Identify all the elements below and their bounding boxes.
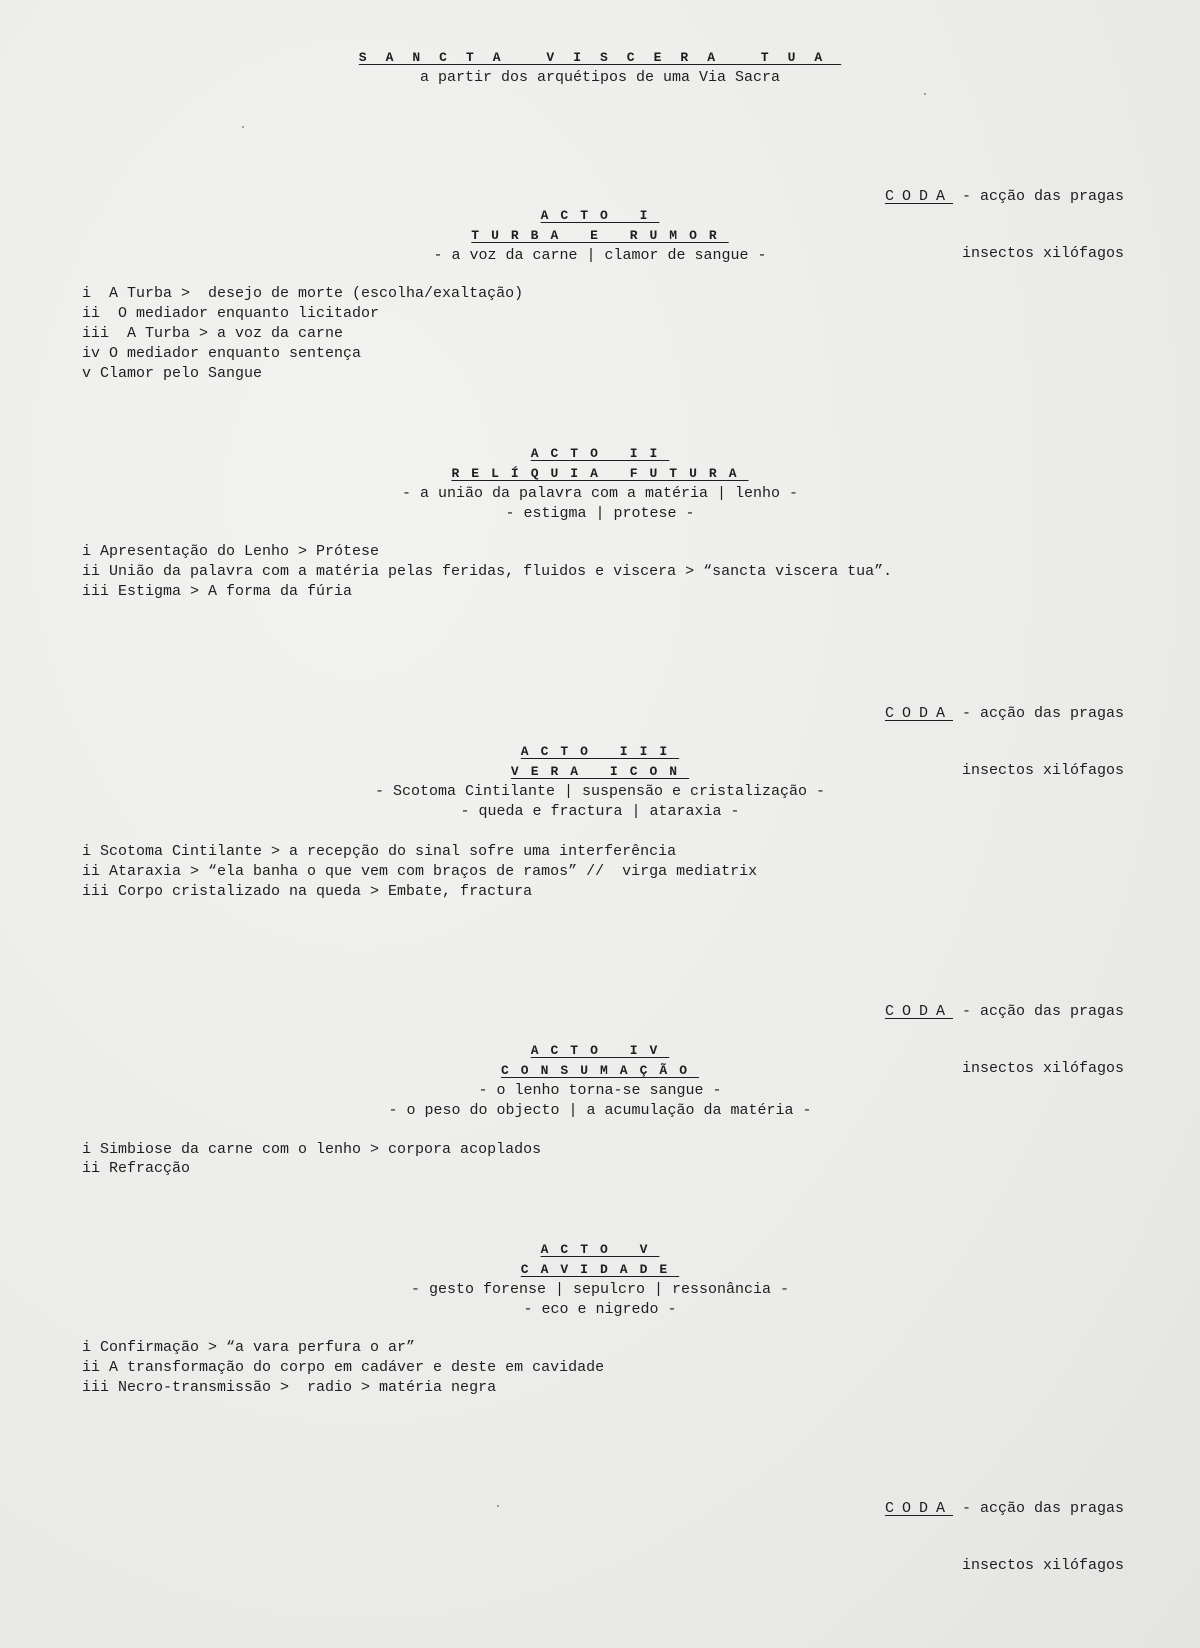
list-item: iii A Turba > a voz da carne: [82, 325, 344, 342]
paper-speck: [497, 1505, 499, 1507]
act-subtitle: - a união da palavra com a matéria | lenho -: [401, 485, 799, 502]
act-title: CONSUMAÇÃO: [500, 1063, 699, 1078]
list-item: i Scotoma Cintilante > a recepção do sinal sofre uma interferência: [82, 843, 677, 860]
list-item: iii Estigma > A forma da fúria: [82, 583, 353, 600]
list-item: ii União da palavra com a matéria pelas feridas, fluidos e viscera > “sancta viscera tua”.: [82, 563, 893, 580]
document-subtitle: a partir dos arquétipos de uma Via Sacra: [419, 69, 781, 86]
coda-tag: CODA: [884, 1003, 953, 1020]
list-item: iii Corpo cristalizado na queda > Embate, fractura: [82, 883, 533, 900]
act-title: CAVIDADE: [520, 1262, 680, 1277]
coda-note: [885, 1461, 1124, 1613]
coda-text-2: insectos xilófagos: [961, 1557, 1124, 1574]
act-subtitle: - o lenho torna-se sangue -: [478, 1082, 722, 1099]
act-subtitle: - estigma | protese -: [505, 505, 695, 522]
list-item: i Confirmação > “a vara perfura o ar”: [82, 1339, 416, 1356]
act-subtitle: - queda e fractura | ataraxia -: [460, 803, 740, 820]
act-subtitle: - o peso do objecto | a acumulação da matéria -: [388, 1102, 812, 1119]
coda-tag: CODA: [884, 705, 953, 722]
list-item: iv O mediador enquanto sentença: [82, 345, 362, 362]
act-number: ACTO I: [540, 208, 660, 223]
coda-text-2: insectos xilófagos: [961, 245, 1124, 262]
act-title: TURBA E RUMOR: [471, 228, 729, 243]
list-item: ii O mediador enquanto licitador: [82, 305, 380, 322]
act-number: ACTO V: [540, 1242, 660, 1257]
coda-note: [885, 149, 1124, 301]
list-item: i A Turba > desejo de morte (escolha/exaltação): [82, 285, 524, 302]
coda-text: - acção das pragas: [961, 705, 1124, 722]
paper-speck: [924, 93, 926, 95]
act-subtitle: - eco e nigredo -: [523, 1301, 677, 1318]
act-number: ACTO IV: [530, 1043, 670, 1058]
list-item: iii Necro-transmissão > radio > matéria negra: [82, 1379, 497, 1396]
document-title: SANCTA VISCERA TUA: [358, 50, 842, 65]
act-title: RELÍQUIA FUTURA: [451, 466, 749, 481]
list-item: i Apresentação do Lenho > Prótese: [82, 543, 380, 560]
act-number: ACTO II: [530, 446, 670, 461]
list-item: ii A transformação do corpo em cadáver e deste em cavidade: [82, 1359, 605, 1376]
coda-text: - acção das pragas: [961, 1500, 1124, 1517]
act-subtitle: - Scotoma Cintilante | suspensão e cristalização -: [374, 783, 826, 800]
paper-speck: [242, 126, 244, 128]
act-number: ACTO III: [520, 744, 680, 759]
list-item: i Simbiose da carne com o lenho > corpora acoplados: [82, 1141, 542, 1158]
act-title: VERA ICON: [510, 764, 690, 779]
list-item: ii Refracção: [82, 1160, 191, 1177]
coda-tag: CODA: [884, 188, 953, 205]
coda-text-2: insectos xilófagos: [961, 1060, 1124, 1077]
act-subtitle: - gesto forense | sepulcro | ressonância -: [410, 1281, 790, 1298]
coda-tag: CODA: [884, 1500, 953, 1517]
act-subtitle: - a voz da carne | clamor de sangue -: [433, 247, 767, 264]
coda-text: - acção das pragas: [961, 188, 1124, 205]
list-item: v Clamor pelo Sangue: [82, 365, 263, 382]
coda-text: - acção das pragas: [961, 1003, 1124, 1020]
list-item: ii Ataraxia > “ela banha o que vem com braços de ramos” // virga mediatrix: [82, 863, 758, 880]
coda-text-2: insectos xilófagos: [961, 762, 1124, 779]
